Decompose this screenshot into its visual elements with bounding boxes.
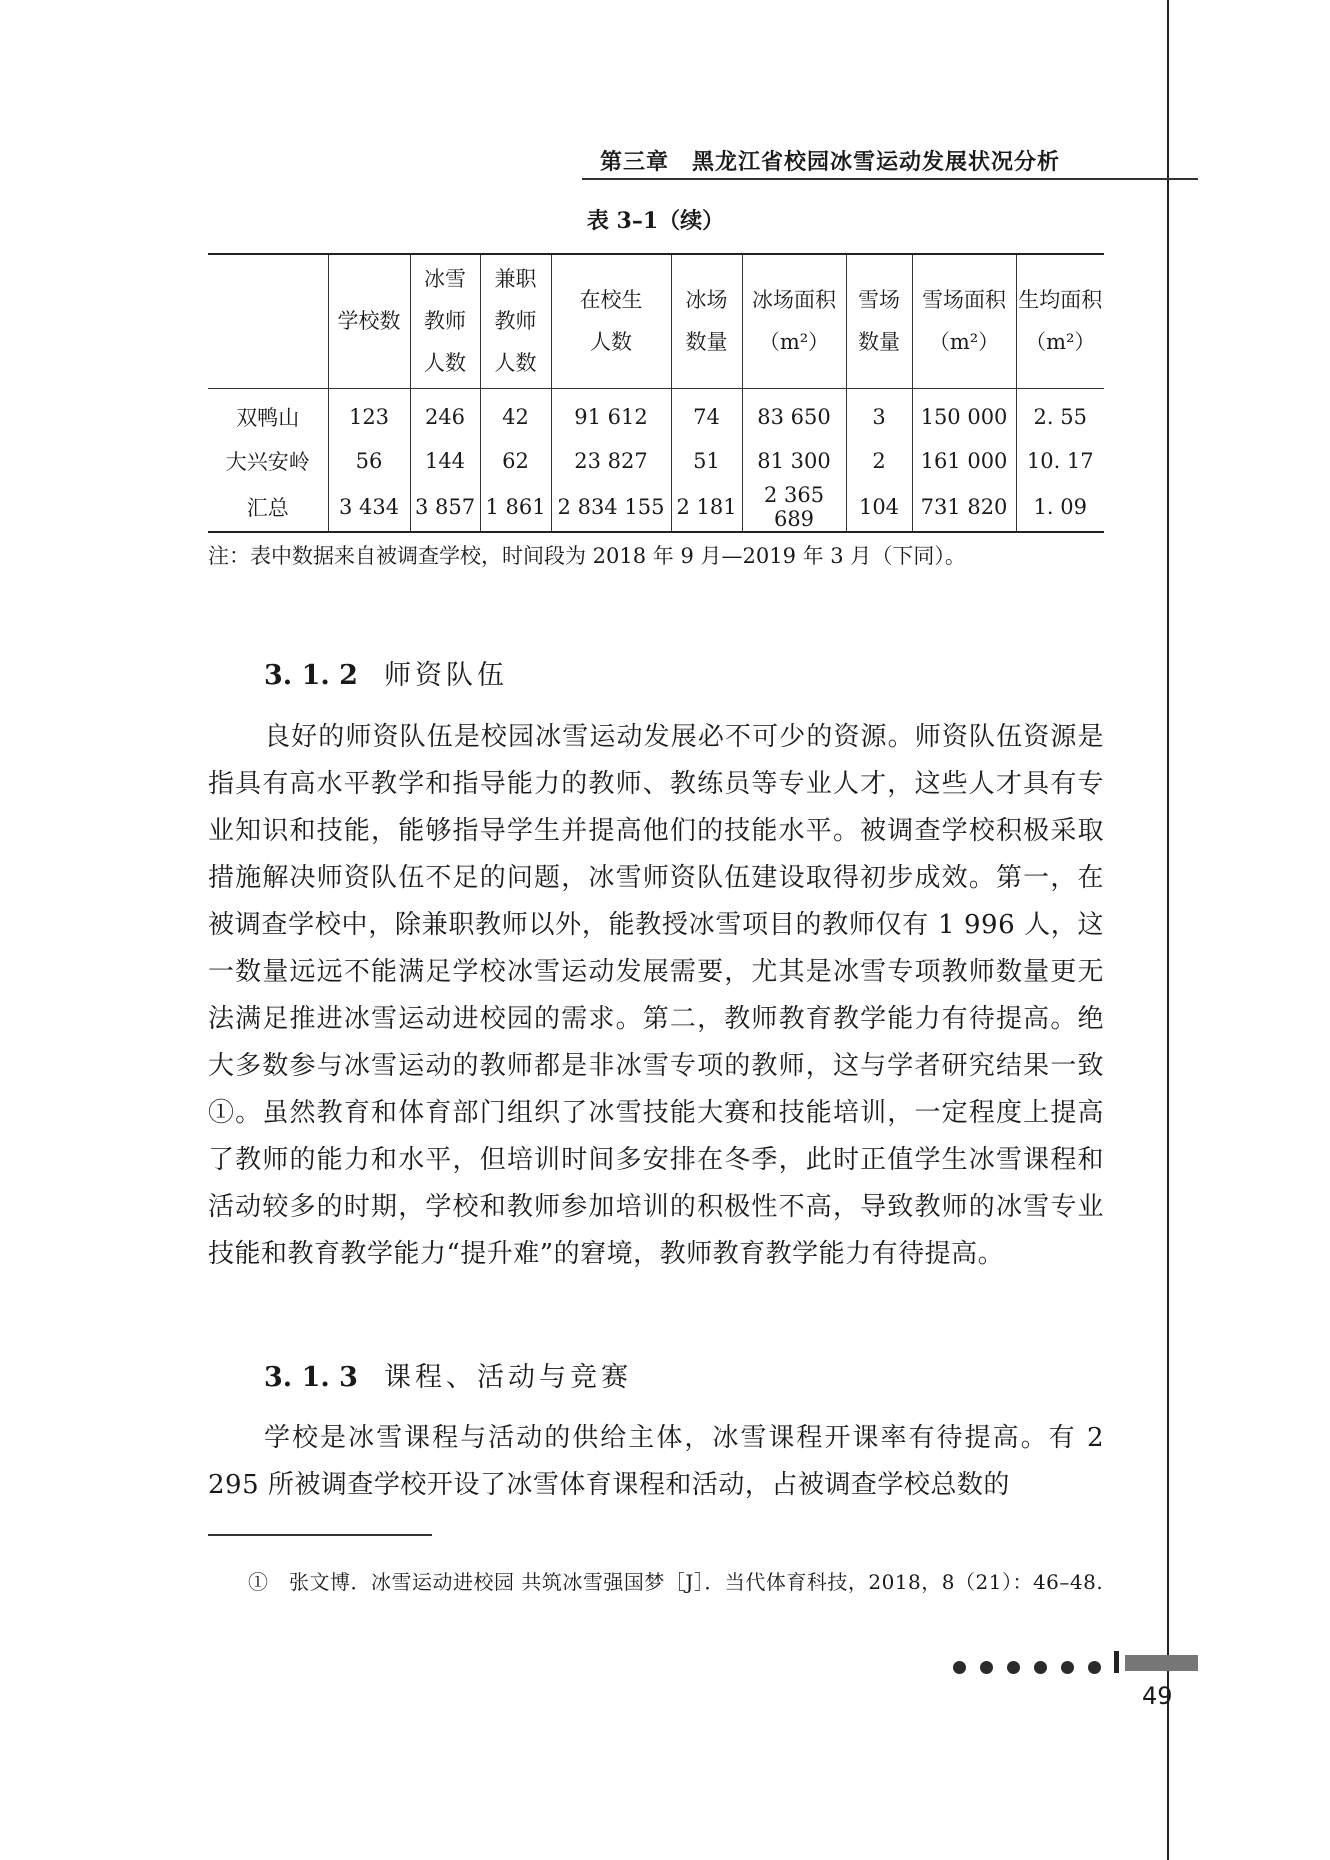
row-label: 大兴安岭 — [225, 449, 310, 474]
table-cell: 56 — [328, 439, 410, 483]
table-cell: 1. 09 — [1016, 483, 1104, 532]
ornament-tick — [1114, 1651, 1119, 1673]
table-cell: 2 — [846, 439, 912, 483]
table-cell: 23 827 — [551, 439, 671, 483]
table-cell: 74 — [671, 388, 742, 439]
header-text: 冰雪 教师 人数 — [424, 267, 466, 376]
section-number: 3. 1. 2 — [264, 660, 358, 691]
header-text: 在校生 人数 — [579, 288, 643, 355]
header-cell — [410, 254, 480, 388]
data-table — [208, 253, 1104, 533]
table-cell: 2 181 — [671, 483, 742, 532]
header-text: 冰场面积 （m²） — [752, 288, 836, 355]
table-row — [208, 388, 1104, 439]
header-cell-blank — [208, 254, 328, 388]
margin-vertical-rule — [1167, 0, 1169, 1860]
header-cell — [846, 254, 912, 388]
dot-ornament — [1007, 1661, 1020, 1674]
section-number: 3. 1. 3 — [264, 1362, 358, 1393]
table-cell: 123 — [328, 388, 410, 439]
header-cell — [551, 254, 671, 388]
header-cell — [328, 254, 410, 388]
header-text: 雪场面积 （m²） — [922, 288, 1006, 355]
table-note: 注：表中数据来自被调查学校，时间段为 2018 年 9 月—2019 年 3 月（下同）。 — [208, 544, 966, 568]
table-cell: 3 434 — [328, 483, 410, 532]
dot-ornament — [980, 1661, 993, 1674]
section-heading-courses — [264, 1355, 632, 1394]
table-cell: 51 — [671, 439, 742, 483]
row-label: 双鸭山 — [236, 405, 300, 430]
running-head: 第三章 黑龙江省校园冰雪运动发展状况分析 — [600, 150, 1061, 175]
header-text: 冰场 数量 — [685, 288, 728, 355]
header-text: 雪场 数量 — [858, 288, 900, 355]
body-paragraph-teachers: 良好的师资队伍是校园冰雪运动发展必不可少的资源。师资队伍资源是指具有高水平教学和指导能力的教师、教练员等专业人才，这些人才具有专业知识和技能，能够指导学生并提高他们的技能水平。被调查学校积极采取措施解决师资队伍不足的问题，冰雪师资队伍建设取得初步成效。第一，在被调查学校中，除兼职教师以外，能教授冰雪项目的教师仅有 1 996 人，这一数量远远不能满足学校冰雪运动发展需要，尤其是冰雪专项教师数量更无法满足推进冰雪运动进校园的需求。第二，教师教育教学能力有待提高。绝大多数参与冰雪运动的教师都是非冰雪专项的教师，这与学者研究结果一致①。虽然教育和体育部门组织了冰雪技能大赛和技能培训，一定程度上提高了教师的能力和水平，但培训时间多安排在冬季，此时正值学生冰雪课程和活动较多的时期，学校和教师参加培训的积极性不高，导致教师的冰雪专业技能和教育教学能力“提升难”的窘境，教师教育教学能力有待提高。 — [208, 722, 1104, 1269]
table-cell: 2 365 689 — [742, 483, 846, 532]
dot-ornament — [1088, 1661, 1101, 1674]
table-cell: 150 000 — [912, 388, 1016, 439]
table-row — [208, 439, 1104, 483]
decorative-dots — [953, 1657, 1115, 1673]
section-heading-teachers — [264, 653, 508, 692]
running-head-rule — [582, 178, 1198, 180]
header-text: 兼职 教师 人数 — [494, 267, 537, 376]
table-cell: 42 — [480, 388, 551, 439]
body-paragraph-courses: 学校是冰雪课程与活动的供给主体，冰雪课程开课率有待提高。有 2 295 所被调查学校开设了冰雪体育课程和活动，占被调查学校总数的 — [208, 1423, 1104, 1500]
header-cell — [912, 254, 1016, 388]
table-cell: 62 — [480, 439, 551, 483]
section-title: 师资队伍 — [383, 660, 508, 691]
table-cell: 104 — [846, 483, 912, 532]
page-number: 49 — [1142, 1682, 1173, 1710]
table-cell: 2. 55 — [1016, 388, 1104, 439]
table-cell: 3 — [846, 388, 912, 439]
header-cell — [742, 254, 846, 388]
header-text: 生均面积 （m²） — [1018, 288, 1103, 355]
section-title: 课程、活动与竞赛 — [383, 1362, 632, 1393]
table-cell: 161 000 — [912, 439, 1016, 483]
table-cell: 10. 17 — [1016, 439, 1104, 483]
dot-ornament — [1034, 1661, 1047, 1674]
table-cell: 1 861 — [480, 483, 551, 532]
dot-ornament — [953, 1661, 966, 1674]
table-row-total — [208, 483, 1104, 532]
table-cell: 731 820 — [912, 483, 1016, 532]
footnote-rule — [208, 1534, 432, 1536]
table-header-row — [208, 254, 1104, 388]
table-cell: 246 — [410, 388, 480, 439]
table-cell: 2 834 155 — [551, 483, 671, 532]
header-text: 学校数 — [337, 309, 401, 334]
table-caption: 表 3–1（续） — [586, 208, 725, 234]
ornament-bar — [1125, 1655, 1198, 1671]
table-cell: 81 300 — [742, 439, 846, 483]
table-cell: 144 — [410, 439, 480, 483]
table-cell: 83 650 — [742, 388, 846, 439]
header-cell — [480, 254, 551, 388]
footnote: ① 张文博．冰雪运动进校园 共筑冰雪强国梦［J］．当代体育科技，2018，8（21）：46–48. — [248, 1570, 1104, 1594]
table-cell: 3 857 — [410, 483, 480, 532]
row-label: 汇总 — [208, 483, 328, 532]
header-cell — [671, 254, 742, 388]
header-cell — [1016, 254, 1104, 388]
table-cell: 91 612 — [551, 388, 671, 439]
dot-ornament — [1061, 1661, 1074, 1674]
